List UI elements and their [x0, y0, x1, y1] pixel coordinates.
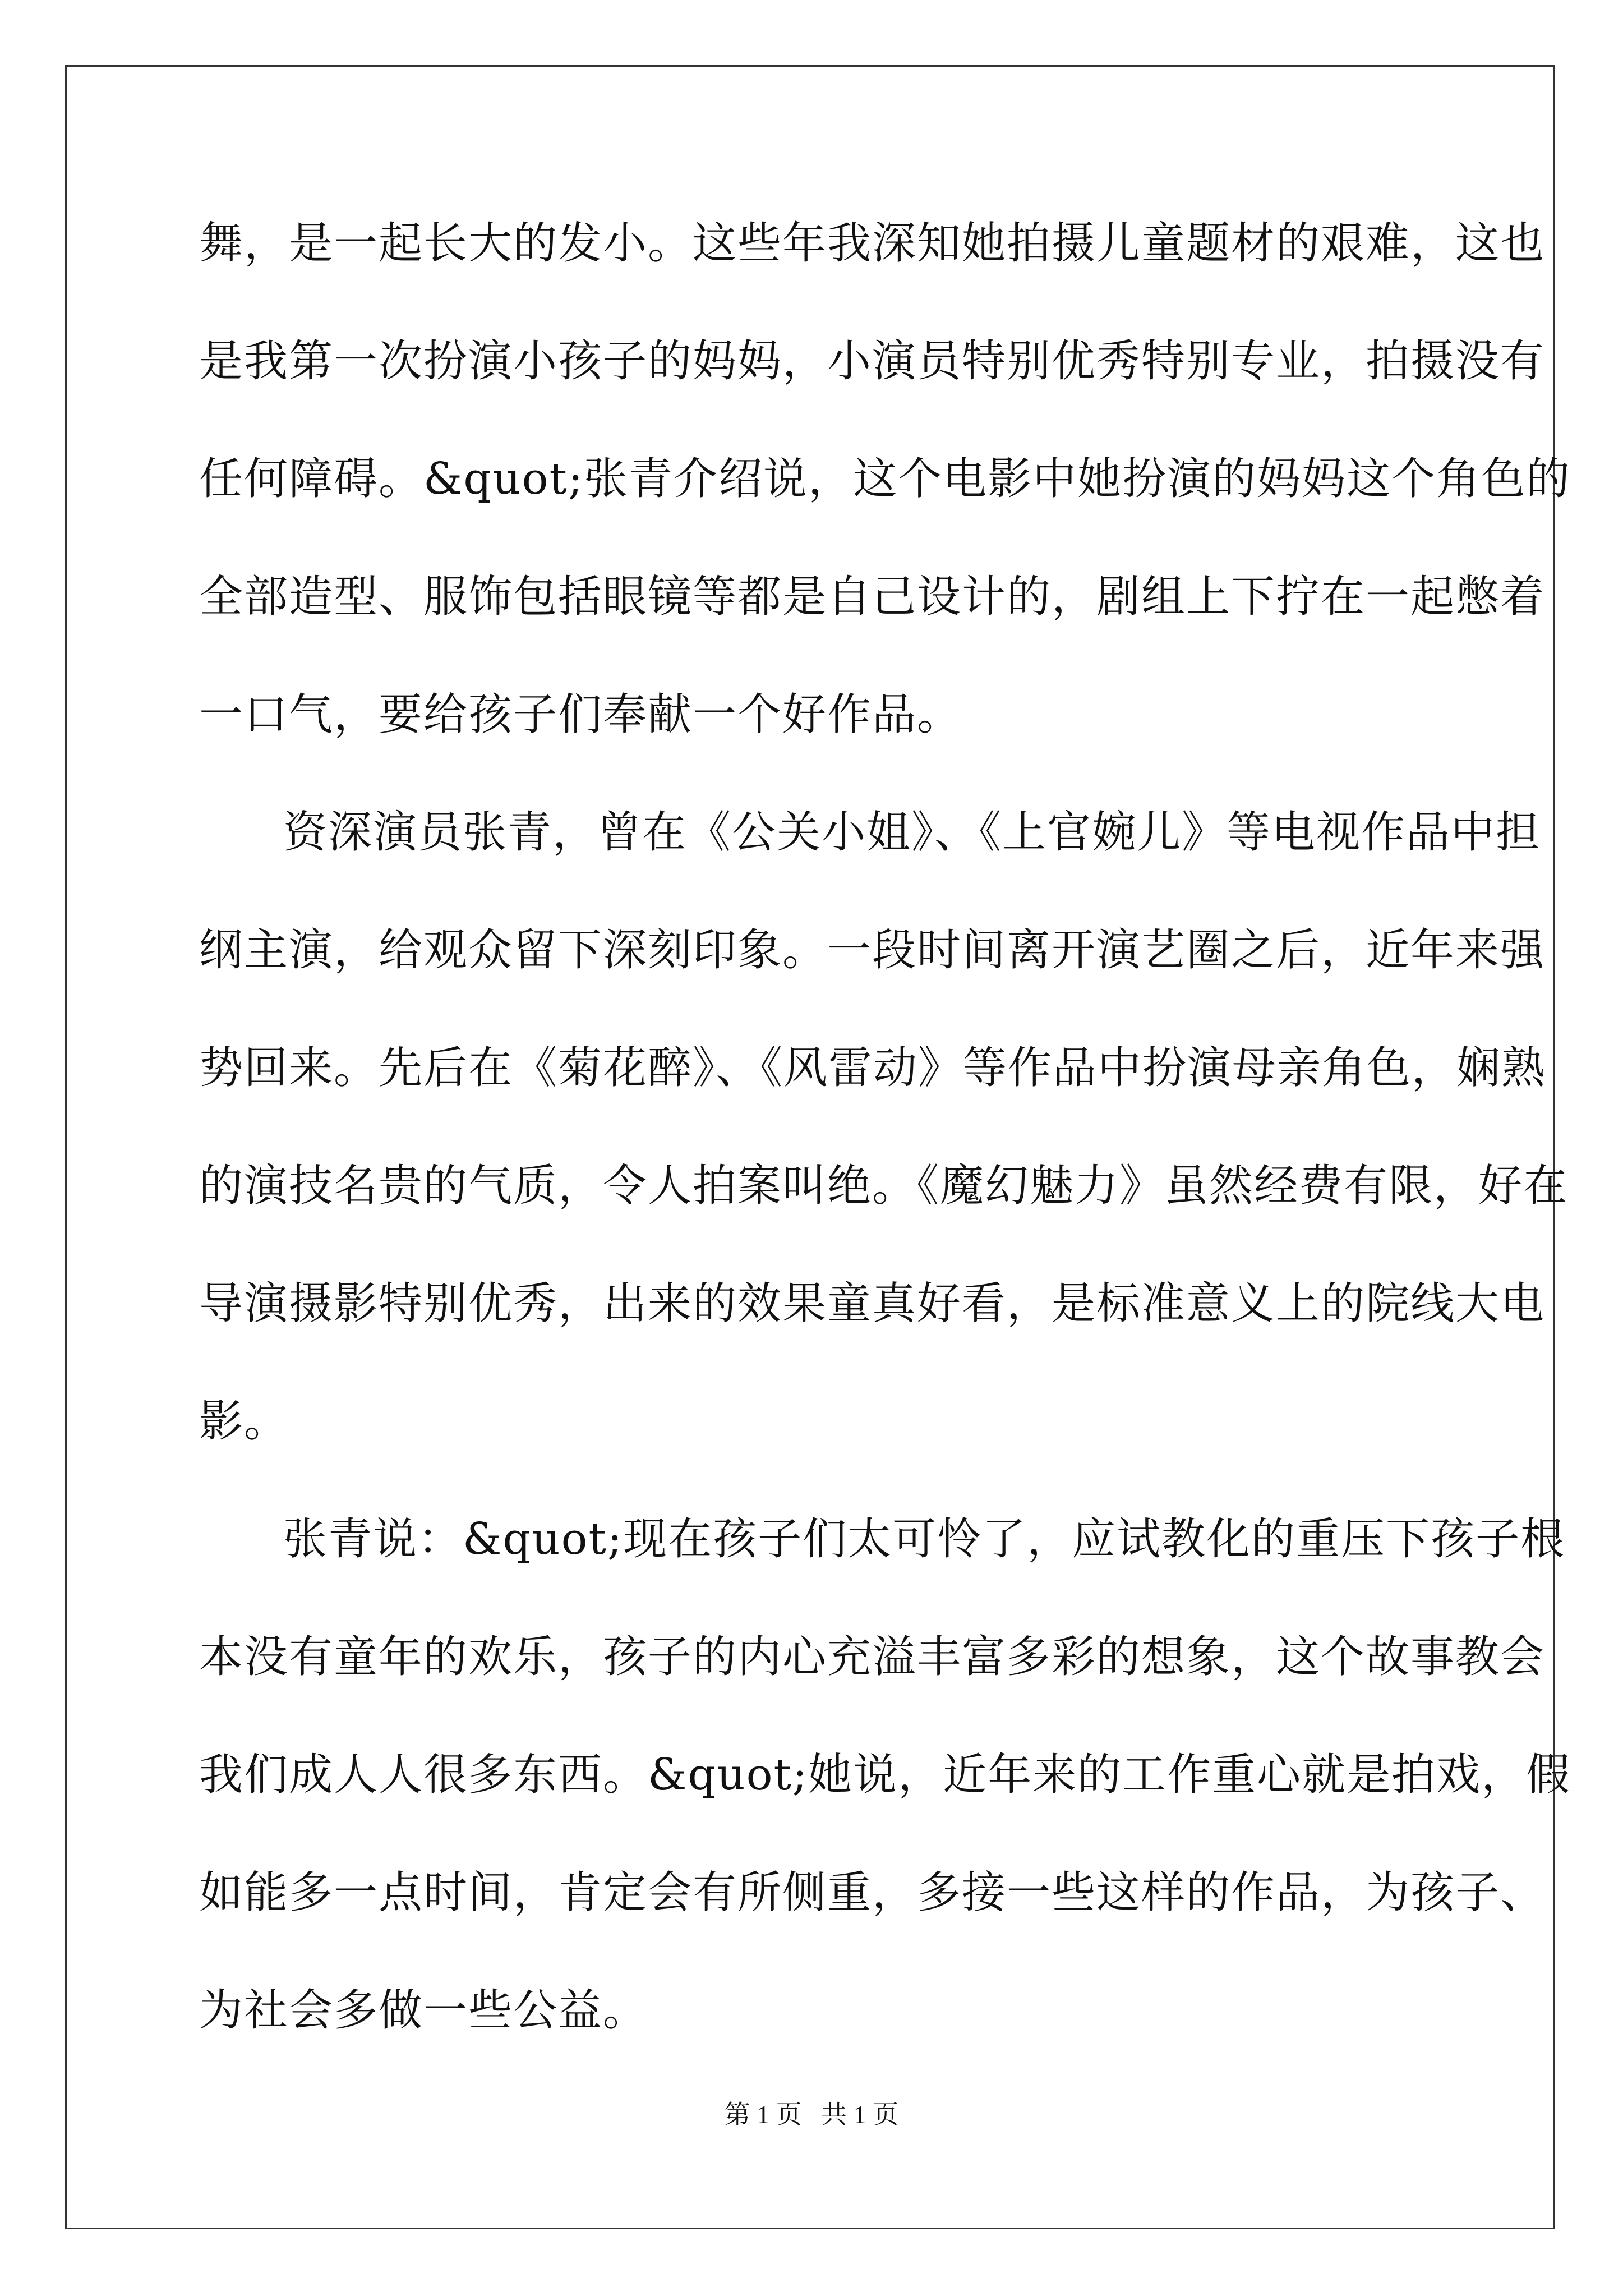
text-line: 的演技名贵的气质，令人拍案叫绝。《魔幻魅力》虽然经费有限，好在 [199, 1161, 1569, 1211]
page-number-footer: 第 1 页 共 1 页 [724, 2100, 899, 2129]
text-line: 影。 [199, 1396, 289, 1447]
text-line: 任何障碍。&quot;张青介绍说，这个电影中她扮演的妈妈这个角色的 [199, 454, 1571, 504]
text-line: 纲主演，给观众留下深刻印象。一段时间离开演艺圈之后，近年来强 [199, 925, 1546, 976]
text-line: 是我第一次扮演小孩子的妈妈，小演员特别优秀特别专业，拍摄没有 [199, 336, 1546, 386]
text-line: 如能多一点时间，肯定会有所侧重，多接一些这样的作品，为孩子、 [199, 1867, 1546, 1918]
text-line: 资深演员张青，曾在《公关小姐》、《上官婉儿》等电视作品中担 [283, 807, 1541, 858]
text-line: 本没有童年的欢乐，孩子的内心充溢丰富多彩的想象，这个故事教会 [199, 1632, 1546, 1682]
text-line: 为社会多做一些公益。 [199, 1985, 648, 2036]
text-line: 张青说：&quot;现在孩子们太可怜了，应试教化的重压下孩子根 [283, 1514, 1566, 1565]
text-line: 势回来。先后在《菊花醉》、《风雷动》等作品中扮演母亲角色，娴熟 [199, 1043, 1547, 1093]
text-line: 我们成人人很多东西。&quot;她说，近年来的工作重心就是拍戏，假 [199, 1750, 1571, 1800]
text-line: 导演摄影特别优秀，出来的效果童真好看，是标准意义上的院线大电 [199, 1278, 1546, 1329]
body-text [199, 213, 1571, 2098]
text-line: 一口气，要给孩子们奉献一个好作品。 [199, 689, 962, 740]
text-line: 全部造型、服饰包括眼镜等都是自己设计的，剧组上下拧在一起憋着 [199, 572, 1546, 622]
text-line: 舞，是一起长大的发小。这些年我深知她拍摄儿童题材的艰难，这也 [199, 218, 1546, 269]
